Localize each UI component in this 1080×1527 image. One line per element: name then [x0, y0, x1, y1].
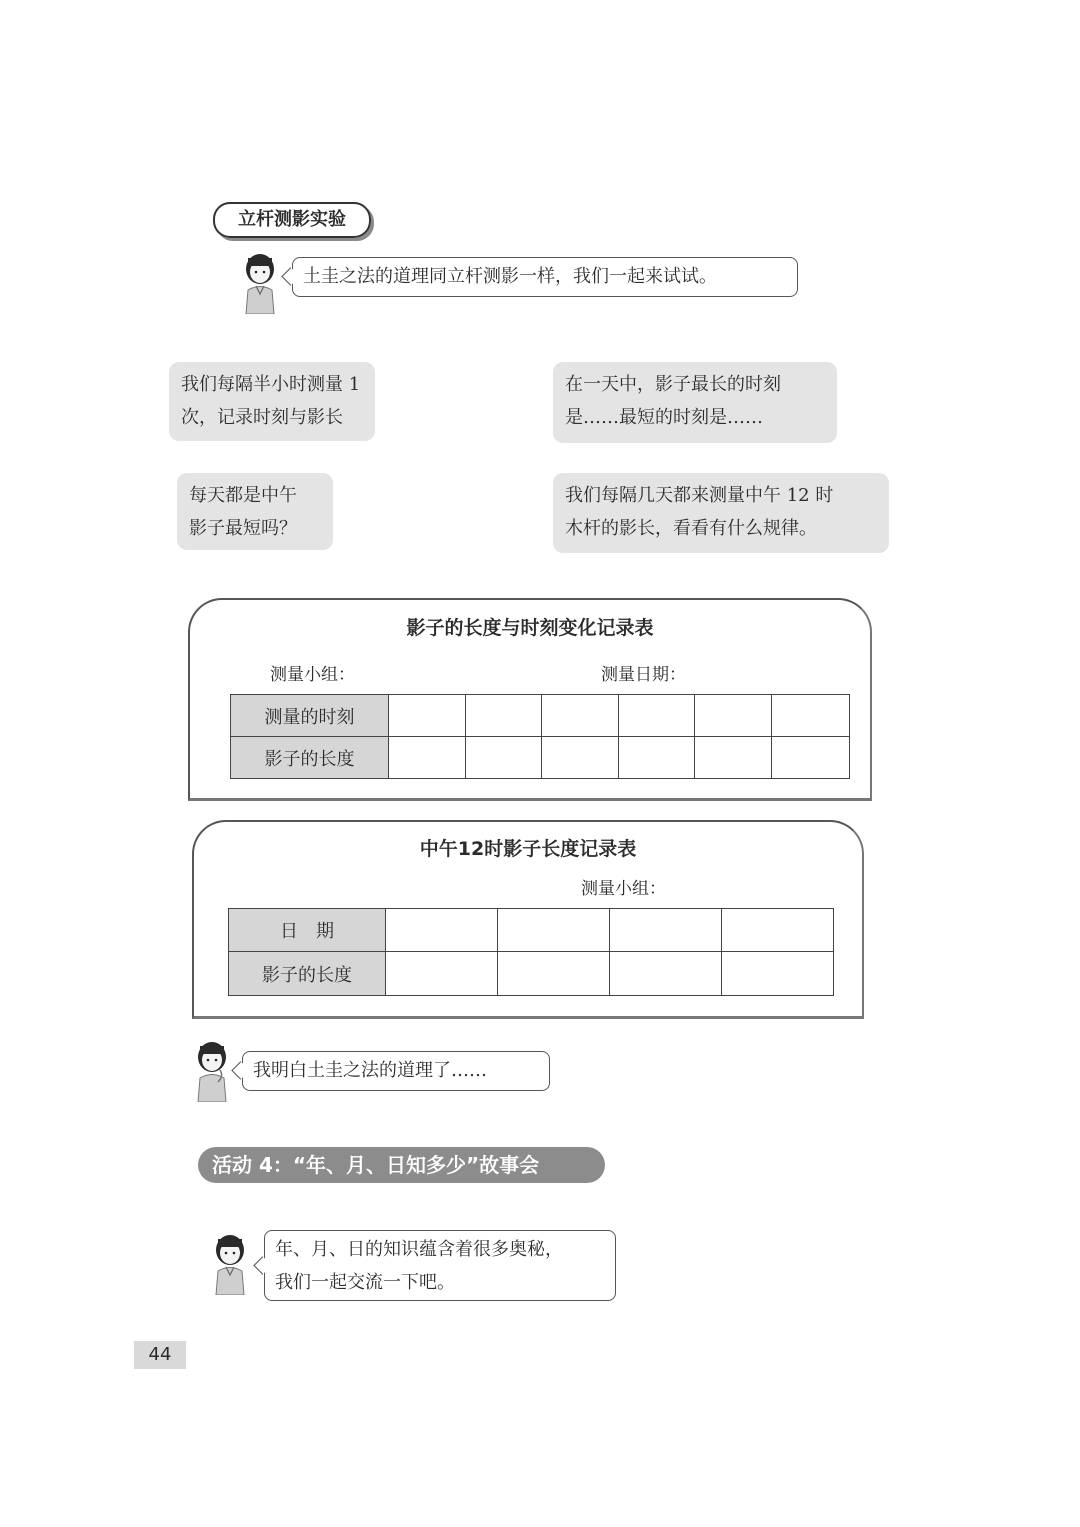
activity-speech-line: 我们一起交流一下吧。 — [275, 1272, 455, 1293]
intro-speech-text: 土圭之法的道理同立杆测影一样，我们一起来试试。 — [303, 266, 717, 287]
table1-title: 影子的长度与时刻变化记录表 — [406, 617, 654, 639]
note-noon-question — [177, 473, 333, 550]
table1-group-label: 测量小组： — [270, 665, 355, 685]
note-every-few-days — [553, 473, 889, 553]
table-cell[interactable] — [498, 909, 610, 952]
table-cell[interactable] — [386, 952, 498, 996]
table-cell[interactable] — [619, 695, 695, 737]
table-cell[interactable] — [722, 909, 834, 952]
table-cell[interactable] — [772, 695, 850, 737]
table-cell[interactable] — [772, 737, 850, 779]
conclusion-speech-bubble — [242, 1051, 550, 1091]
intro-speech-bubble — [292, 257, 798, 297]
table-cell[interactable] — [542, 695, 619, 737]
activity-speech-bubble — [264, 1230, 616, 1301]
table-cell[interactable] — [498, 952, 610, 996]
table-row — [229, 952, 834, 996]
note-line: 木杆的影长，看看有什么规律。 — [565, 518, 817, 539]
table-cell[interactable] — [610, 952, 722, 996]
row-header-length: 影子的长度 — [229, 952, 386, 996]
conclusion-speech-text: 我明白土圭之法的道理了…… — [253, 1060, 487, 1081]
note-line: 是……最短的时刻是…… — [565, 407, 763, 428]
table-cell[interactable] — [466, 695, 542, 737]
table-cell[interactable] — [695, 737, 772, 779]
page-number: 44 — [134, 1341, 186, 1369]
table-cell[interactable] — [722, 952, 834, 996]
note-line: 在一天中，影子最长的时刻 — [565, 374, 781, 395]
table2-group-label: 测量小组： — [581, 879, 666, 899]
table-cell[interactable] — [389, 737, 466, 779]
activity-title: 活动 4：“年、月、日知多少”故事会 — [198, 1147, 605, 1183]
girl-avatar-icon — [190, 1040, 234, 1102]
note-line: 影子最短吗？ — [189, 518, 297, 539]
table-cell[interactable] — [389, 695, 466, 737]
note-line: 每天都是中午 — [189, 485, 297, 506]
section-title: 立杆测影实验 — [213, 202, 371, 238]
table-cell[interactable] — [695, 695, 772, 737]
row-header-time: 测量的时刻 — [231, 695, 389, 737]
table-cell[interactable] — [542, 737, 619, 779]
table-row — [231, 695, 850, 737]
note-half-hour — [169, 362, 375, 441]
row-header-length: 影子的长度 — [231, 737, 389, 779]
table-row — [231, 737, 850, 779]
table2-title: 中午12时影子长度记录表 — [419, 838, 637, 860]
girl-avatar-icon — [238, 252, 282, 314]
table1-date-label: 测量日期： — [601, 665, 686, 685]
row-header-date: 日 期 — [229, 909, 386, 952]
table1-grid — [230, 694, 850, 779]
note-line: 我们每隔几天都来测量中午 12 时 — [565, 485, 834, 506]
table-row — [229, 909, 834, 952]
table-cell[interactable] — [466, 737, 542, 779]
table-cell[interactable] — [619, 737, 695, 779]
note-line: 我们每隔半小时测量 1 — [181, 374, 361, 395]
table2-grid — [228, 908, 834, 996]
table-cell[interactable] — [610, 909, 722, 952]
note-line: 次，记录时刻与影长 — [181, 407, 343, 428]
note-longest-shortest — [553, 362, 837, 443]
activity-speech-line: 年、月、日的知识蕴含着很多奥秘， — [275, 1239, 563, 1260]
table-cell[interactable] — [386, 909, 498, 952]
girl-avatar-icon — [208, 1233, 252, 1295]
